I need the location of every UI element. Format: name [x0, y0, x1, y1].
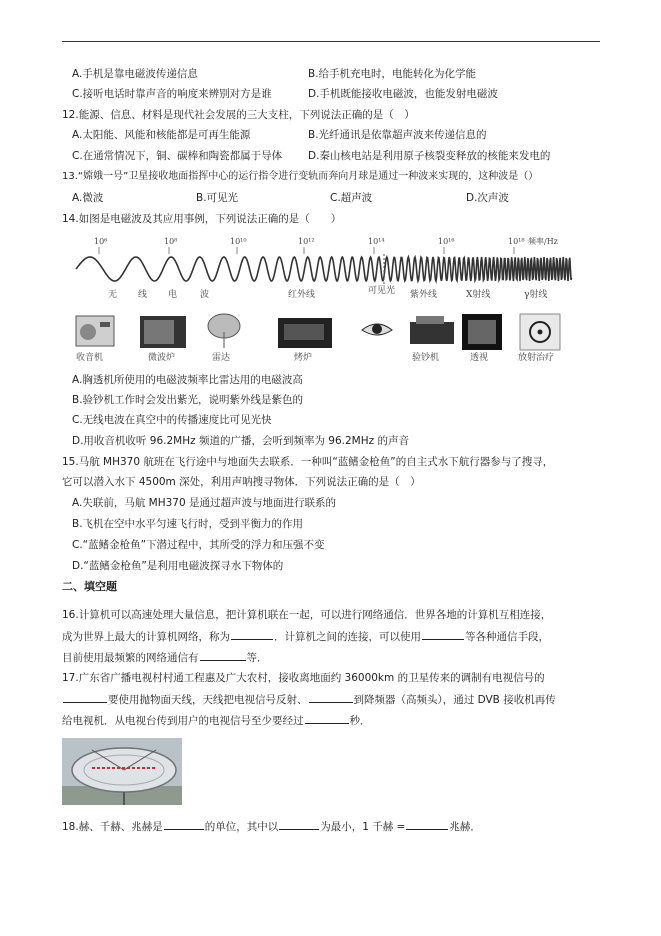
- q15-option-d: D.“蓝鳍金枪鱼”是利用电磁波探寻水下物体的: [72, 560, 284, 572]
- q13-option-a: A.微波: [72, 192, 104, 204]
- device-label: 放射治疗: [518, 353, 555, 363]
- xray-icon: [462, 314, 502, 350]
- freq-label: 10¹⁰: [230, 237, 247, 246]
- q14-option-d: D.用收音机收听 96.2MHz 频道的广播，会听到频率为 96.2MHz 的声音: [72, 435, 409, 447]
- q14-option-b: B.验钞机工作时会发出紫光，说明紫外线是紫色的: [72, 394, 304, 406]
- device-label: 验钞机: [412, 353, 440, 363]
- oven-icon: [278, 318, 332, 348]
- axis-unit: 频率/Hz: [528, 237, 558, 246]
- q16-line1: 16.计算机可以高速处理大量信息，把计算机联在一起，可以进行网络通信．世界各地的计算机互相连接，: [62, 609, 552, 621]
- band-label: γ射线: [524, 290, 548, 300]
- band-label: 红外线: [288, 290, 316, 300]
- q11-option-d: D.手机既能接收电磁波，也能发射电磁波: [308, 88, 498, 100]
- q17-line3: 给电视机．从电视台传到用户的电视信号至少要经过 秒．: [62, 715, 371, 727]
- freq-label: 10⁸: [164, 237, 178, 246]
- section-heading: 二、填空题: [62, 580, 117, 593]
- band-label: 无: [108, 290, 118, 300]
- q11-option-b: B.给手机充电时，电能转化为化学能: [308, 68, 477, 80]
- satellite-dish-photo: [62, 738, 182, 805]
- q13-option-d: D.次声波: [466, 192, 509, 204]
- bill-checker-icon: [410, 316, 454, 344]
- device-label: 微波炉: [148, 353, 176, 363]
- q12-option-a: A.太阳能、风能和核能都是可再生能源: [72, 129, 251, 141]
- fill-blank[interactable]: [200, 650, 246, 661]
- q18-line: 18.赫、千赫、兆赫是 的单位，其中以 为最小，1 千赫 = 兆赫．: [62, 821, 481, 833]
- q17-line2: 要使用抛物面天线，天线把电视信号反射、 到降频器（高频头），通过 DVB 接收机再传: [62, 692, 556, 707]
- freq-label: 10¹⁴: [368, 237, 385, 246]
- freq-label: 10¹²: [298, 237, 315, 246]
- device-label: 雷达: [212, 353, 231, 363]
- device-label: 收音机: [76, 353, 104, 363]
- fill-blank[interactable]: [164, 819, 204, 830]
- band-label: 波: [200, 290, 210, 300]
- device-label: 烤炉: [294, 353, 313, 363]
- q15-option-b: B.飞机在空中水平匀速飞行时，受到平衡力的作用: [72, 518, 304, 530]
- q13-option-b: B.可见光: [196, 192, 239, 204]
- fill-blank[interactable]: [63, 692, 107, 703]
- em-wave: [76, 257, 572, 281]
- header-rule: [62, 41, 600, 42]
- freq-label: 10¹⁸: [508, 237, 525, 246]
- radio-icon: [76, 316, 114, 346]
- q16-line2: 成为世界上最大的计算机网络，称为 ．计算机之间的连接，可以使用 等各种通信手段，: [62, 631, 549, 643]
- q17-line1: 17.广东省广播电视村村通工程惠及广大农村，接收离地面约 36000km 的卫星传来的调制有电视信号的: [62, 672, 545, 684]
- q14-stem: 14.如图是电磁波及其应用事例，下列说法正确的是（ ）: [62, 213, 342, 225]
- band-label: 电: [168, 290, 178, 300]
- fill-blank[interactable]: [309, 692, 353, 703]
- band-label: 可见光: [368, 286, 396, 296]
- microwave-icon: [140, 316, 186, 348]
- q14-option-a: A.胸透机所使用的电磁波频率比雷达用的电磁波高: [72, 374, 303, 386]
- band-label: 紫外线: [410, 290, 438, 300]
- freq-label: 10⁶: [94, 237, 108, 246]
- em-spectrum-figure: [72, 232, 590, 367]
- fill-blank[interactable]: [422, 629, 464, 640]
- q16-line3: 目前使用最频繁的网络通信有 等．: [62, 652, 268, 664]
- band-label: 线: [138, 290, 148, 300]
- q11-option-a: A.手机是靠电磁波传递信息: [72, 68, 198, 80]
- q15-option-c: C.“蓝鳍金枪鱼”下潜过程中，其所受的浮力和压强不变: [72, 539, 325, 551]
- eye-icon: [362, 324, 392, 335]
- fill-blank[interactable]: [279, 819, 319, 830]
- q11-option-c: C.接听电话时靠声音的响度来辨别对方是谁: [72, 88, 272, 100]
- radiation-icon: [520, 314, 560, 350]
- fill-blank[interactable]: [231, 629, 273, 640]
- fill-blank[interactable]: [305, 713, 349, 724]
- q12-option-b: B.光纤通讯是依靠超声波来传递信息的: [308, 129, 487, 141]
- freq-label: 10¹⁶: [438, 237, 455, 246]
- q13-option-c: C.超声波: [330, 192, 373, 204]
- fill-blank[interactable]: [406, 819, 448, 830]
- q12-option-c: C.在通常情况下，铜、碳棒和陶瓷都属于导体: [72, 150, 283, 162]
- q15-stem-line2: 它可以潜入水下 4500m 深处，利用声呐搜寻物体．下列说法正确的是（ ）: [62, 476, 421, 488]
- q12-stem: 12.能源、信息、材料是现代社会发展的三大支柱，下列说法正确的是（ ）: [62, 109, 415, 121]
- q15-stem-line1: 15.马航 MH370 航班在飞行途中与地面失去联系．一种叫“蓝鳍金枪鱼”的自主式水下航行器参与了搜寻，: [62, 456, 554, 468]
- band-label: X射线: [466, 290, 491, 300]
- q15-option-a: A.失联前，马航 MH370 是通过超声波与地面进行联系的: [72, 497, 337, 509]
- device-label: 透视: [470, 353, 489, 363]
- radar-icon: [208, 314, 240, 348]
- q12-option-d: D.秦山核电站是利用原子核裂变释放的核能来发电的: [308, 150, 551, 162]
- q13-stem: 13.“嫦娥一号”卫星接收地面指挥中心的运行指令进行变轨而奔向月球是通过一种波来实现的，这种波是（）: [62, 171, 539, 182]
- q14-option-c: C.无线电波在真空中的传播速度比可见光快: [72, 414, 272, 426]
